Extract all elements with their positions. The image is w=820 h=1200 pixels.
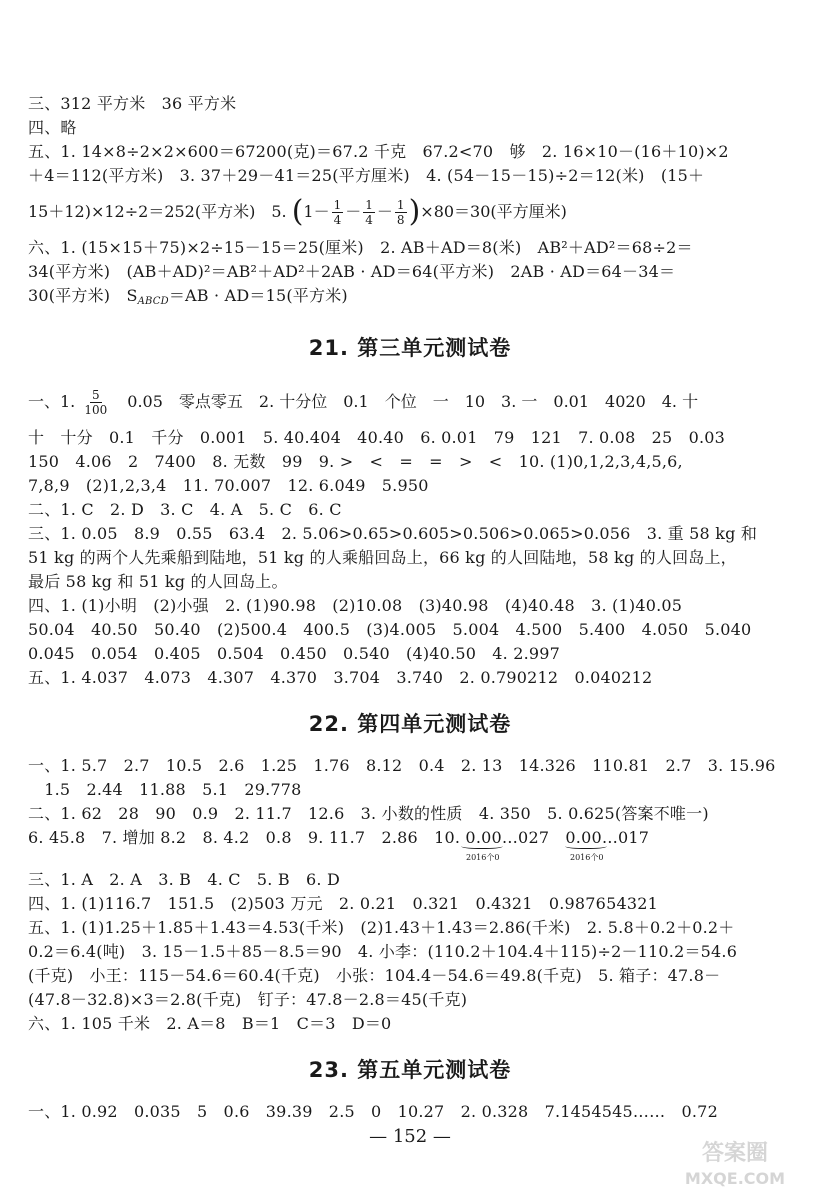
minus-sign: － (376, 202, 393, 221)
text-segment: 0.05 零点零五 2. 十分位 0.1 个位 一 10 3. 一 0.01 4020 4. 十 (111, 392, 699, 411)
text-line: 五、1. 4.037 4.073 4.307 4.370 3.704 3.740 2. 0.790212 0.040212 (28, 668, 653, 687)
annotation-note: 2016个0 (570, 853, 604, 862)
text-line: 四、略 (28, 118, 77, 137)
text-segment: ×80＝30(平方厘米) (420, 202, 567, 221)
text-line: (千克) 小王：115－54.6＝60.4(千克) 小张：104.4－54.6＝49.8(千克) 5. 箱子：47.8－ (28, 966, 721, 985)
text-line: 6. 45.8 7. 增加 8.2 8. 4.2 0.8 9. 11.7 2.86 10. 0.00…027 0.00…017 (28, 828, 650, 847)
text-segment: ＝AB · AD＝15(平方米) (168, 286, 348, 305)
text-line: 四、1. (1)116.7 151.5 (2)503 万元 2. 0.21 0.321 0.4321 0.987654321 (28, 894, 658, 913)
watermark-logo (660, 1136, 810, 1192)
subscript: ABCD (137, 296, 169, 307)
text-line: 三、1. 0.05 8.9 0.55 63.4 2. 5.06>0.65>0.605>0.506>0.065>0.056 3. 重 58 kg 和 (28, 524, 758, 543)
text-line: (47.8－32.8)×3＝2.8(千克) 钉子：47.8－2.8＝45(千克) (28, 990, 468, 1009)
text-line: 1.5 2.44 11.88 5.1 29.778 (28, 780, 302, 799)
text-segment: 15＋12)×12÷2＝252(平方米) 5. (28, 202, 292, 221)
fraction-denominator: 4 (365, 212, 373, 227)
section-heading-22: 22. 第四单元测试卷 (308, 712, 512, 736)
fraction (395, 198, 407, 227)
fraction (363, 198, 375, 227)
text-line: 一、1. 5.7 2.7 10.5 2.6 1.25 1.76 8.12 0.4 2. 13 14.326 110.81 2.7 3. 15.96 (28, 756, 776, 775)
text-line: 三、1. A 2. A 3. B 4. C 5. B 6. D (28, 870, 341, 889)
section-heading-21: 21. 第三单元测试卷 (308, 336, 512, 360)
fraction-answer-line (28, 378, 792, 426)
fraction (332, 198, 344, 227)
fraction-denominator: 8 (396, 212, 405, 227)
text-line: 二、1. 62 28 90 0.9 2. 11.7 12.6 3. 小数的性质 4. 350 5. 0.625(答案不唯一) (28, 804, 709, 823)
text-segment: 1－ (303, 202, 330, 221)
fraction-numerator: 1 (365, 197, 373, 212)
fraction-expression-line (28, 188, 792, 236)
text-line: 五、1. (1)1.25＋1.85＋1.43＝4.53(千米) (2)1.43＋1.43＝2.86(千米) 2. 5.8＋0.2＋0.2＋ (28, 918, 735, 937)
brace-mark (565, 842, 607, 849)
text-line: 50.04 40.50 50.40 (2)500.4 400.5 (3)4.005 5.004 4.500 5.400 4.050 5.040 (28, 620, 752, 639)
text-line: 51 kg 的两个人先乘船到陆地，51 kg 的人乘船回岛上，66 kg 的人回陆地，58 kg 的人回岛上， (28, 548, 737, 567)
text-segment: 一、1. (28, 392, 81, 411)
fraction-numerator: 1 (396, 197, 405, 212)
page-content (28, 92, 792, 1124)
brace-mark (461, 842, 503, 849)
text-line: 三、312 平方米 36 平方米 (28, 94, 237, 113)
text-line: 150 4.06 2 7400 8. 无数 99 9. > < = = > < 10. (1)0,1,2,3,4,5,6, (28, 452, 683, 471)
text-line: 0.2＝6.4(吨) 3. 15－1.5＋85－8.5＝90 4. 小李：(110.2＋104.4＋115)÷2－110.2＝54.6 (28, 942, 738, 961)
text-line: 十 十分 0.1 千分 0.001 5. 40.404 40.40 6. 0.01 79 121 7. 0.08 25 0.03 (28, 428, 726, 447)
minus-sign: － (345, 202, 362, 221)
text-line: 六、1. 105 千米 2. A＝8 B＝1 C＝3 D＝0 (28, 1014, 392, 1033)
text-line: 最后 58 kg 和 51 kg 的人回岛上。 (28, 572, 288, 591)
watermark-url: MXQE.COM (684, 1169, 786, 1188)
text-line: 一、1. 0.92 0.035 5 0.6 39.39 2.5 0 10.27 2. 0.328 7.1454545…… 0.72 (28, 1102, 718, 1121)
annotation-note: 2016个0 (466, 853, 500, 862)
annotation-row (28, 850, 792, 868)
page-number: — 152 — (369, 1126, 451, 1147)
fraction-denominator: 100 (84, 402, 108, 417)
text-line: 34(平方米) (AB＋AD)²＝AB²＋AD²＋2AB · AD＝64(平方米) 2AB · AD＝64－34＝ (28, 262, 676, 281)
text-line: 0.045 0.054 0.405 0.504 0.450 0.540 (4)40.50 4. 2.997 (28, 644, 561, 663)
text-line: 7,8,9 (2)1,2,3,4 11. 70.007 12. 6.049 5.950 (28, 476, 429, 495)
text-segment: 30(平方米) S (28, 286, 138, 305)
text-line: ＋4＝112(平方米) 3. 37＋29－41＝25(平方厘米) 4. (54－15－15)÷2＝12(米) (15＋ (28, 166, 705, 185)
open-paren: ( (291, 194, 304, 229)
text-line: 六、1. (15×15＋75)×2÷15－15＝25(厘米) 2. AB＋AD＝8(米) AB²＋AD²＝68÷2＝ (28, 238, 693, 257)
watermark-title: 答案圈 (701, 1141, 769, 1166)
text-line: 四、1. (1)小明 (2)小强 2. (1)90.98 (2)10.08 (3)40.98 (4)40.48 3. (1)40.05 (28, 596, 683, 615)
fraction-denominator: 4 (333, 212, 342, 227)
fraction-numerator: 5 (91, 387, 100, 402)
text-line: 二、1. C 2. D 3. C 4. A 5. C 6. C (28, 500, 342, 519)
fraction (82, 388, 109, 417)
text-line: 五、1. 14×8÷2×2×600＝67200(克)＝67.2 千克 67.2<70 够 2. 16×10－(16＋10)×2 (28, 142, 729, 161)
section-heading-23: 23. 第五单元测试卷 (308, 1058, 512, 1082)
area-line (28, 284, 792, 314)
fraction-numerator: 1 (333, 197, 342, 212)
close-paren: ) (408, 194, 421, 229)
